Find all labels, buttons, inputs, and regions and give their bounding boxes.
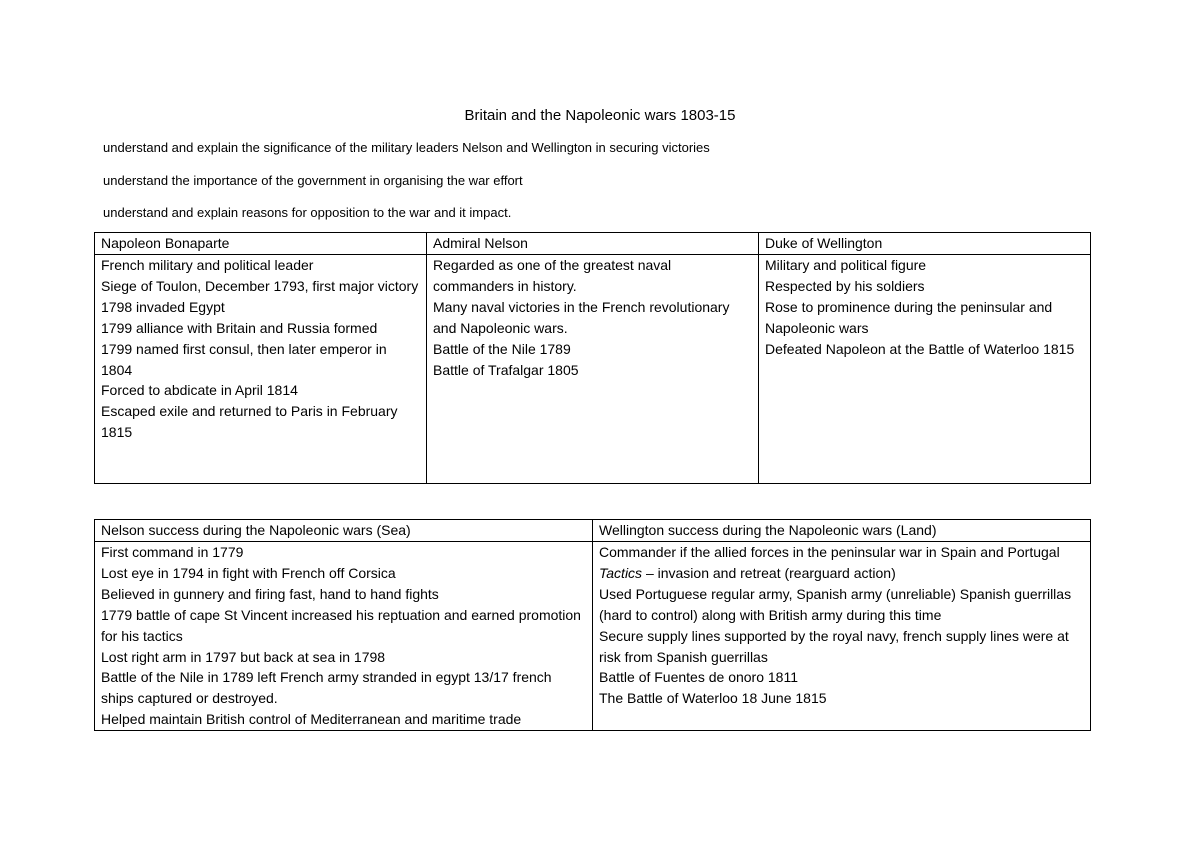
wellington-success-item: Battle of Fuentes de onoro 1811	[599, 669, 798, 686]
napoleon-fact: Siege of Toulon, December 1793, first major victory	[101, 277, 419, 294]
header-nelson: Admiral Nelson	[427, 233, 759, 255]
header-wellington: Duke of Wellington	[759, 233, 1091, 255]
napoleon-fact: 1799 alliance with Britain and Russia formed	[101, 319, 378, 336]
header-nelson-success: Nelson success during the Napoleonic wars (Sea)	[95, 520, 593, 542]
nelson-success-item: Battle of the Nile in 1789 left French army stranded in egypt 13/17 french ships captured or destroyed.	[101, 669, 552, 707]
nelson-fact: Regarded as one of the greatest naval commanders in history.	[433, 257, 672, 294]
nelson-success-item: 1779 battle of cape St Vincent increased his reptuation and earned promotion for his tactics	[101, 606, 581, 644]
success-body-row	[95, 542, 1091, 731]
wellington-success-item: Secure supply lines supported by the royal navy, french supply lines were at risk from Spanish guerrillas	[599, 627, 1069, 665]
objective-1: understand and explain the significance of the military leaders Nelson and Wellington in securing victories	[103, 140, 710, 155]
nelson-success-item: Helped maintain British control of Mediterranean and maritime trade	[101, 711, 522, 728]
header-wellington-success: Wellington success during the Napoleonic wars (Land)	[593, 520, 1091, 542]
wellington-success-item	[599, 563, 1084, 584]
nelson-facts-cell	[427, 255, 759, 484]
nelson-success-item: Lost right arm in 1797 but back at sea in 1798	[101, 648, 386, 665]
nelson-fact: Battle of Trafalgar 1805	[433, 361, 579, 378]
napoleon-facts-cell	[95, 255, 427, 484]
wellington-fact: Defeated Napoleon at the Battle of Waterloo 1815	[765, 340, 1075, 357]
success-header-row	[95, 520, 1091, 542]
wellington-success-item: The Battle of Waterloo 18 June 1815	[599, 690, 827, 707]
objective-2: understand the importance of the government in organising the war effort	[103, 173, 523, 188]
header-napoleon: Napoleon Bonaparte	[95, 233, 427, 255]
leaders-table	[94, 232, 1091, 484]
nelson-success-cell	[95, 542, 593, 731]
napoleon-fact: Escaped exile and returned to Paris in February 1815	[101, 403, 398, 441]
wellington-fact: Military and political figure	[765, 257, 927, 273]
nelson-success-item: Believed in gunnery and firing fast, hand to hand fights	[101, 585, 439, 602]
wellington-fact: Respected by his soldiers	[765, 277, 925, 294]
wellington-fact: Rose to prominence during the peninsular and Napoleonic wars	[765, 298, 1053, 336]
nelson-success-item: First command in 1779	[101, 544, 244, 560]
wellington-facts-cell	[759, 255, 1091, 484]
tactics-label: Tactics	[599, 564, 643, 581]
nelson-fact: Many naval victories in the French revolutionary and Napoleonic wars.	[433, 298, 730, 336]
nelson-success-item: Lost eye in 1794 in fight with French off Corsica	[101, 564, 396, 581]
tactics-text: – invasion and retreat (rearguard action)	[642, 564, 896, 581]
napoleon-fact: 1798 invaded Egypt	[101, 298, 225, 315]
page-title: Britain and the Napoleonic wars 1803-15	[464, 107, 736, 124]
leaders-header-row	[95, 233, 1091, 255]
wellington-success-item: Used Portuguese regular army, Spanish army (unreliable) Spanish guerrillas (hard to control) along with British army during this time	[599, 585, 1072, 623]
napoleon-fact: 1799 named first consul, then later emperor in 1804	[101, 340, 387, 378]
nelson-fact: Battle of the Nile 1789	[433, 340, 571, 357]
napoleon-fact: French military and political leader	[101, 257, 314, 273]
success-table	[94, 519, 1091, 731]
wellington-success-item: Commander if the allied forces in the peninsular war in Spain and Portugal	[599, 544, 1060, 560]
wellington-success-cell	[593, 542, 1091, 731]
objective-3: understand and explain reasons for opposition to the war and it impact.	[103, 205, 512, 220]
leaders-body-row	[95, 255, 1091, 484]
napoleon-fact: Forced to abdicate in April 1814	[101, 382, 298, 399]
